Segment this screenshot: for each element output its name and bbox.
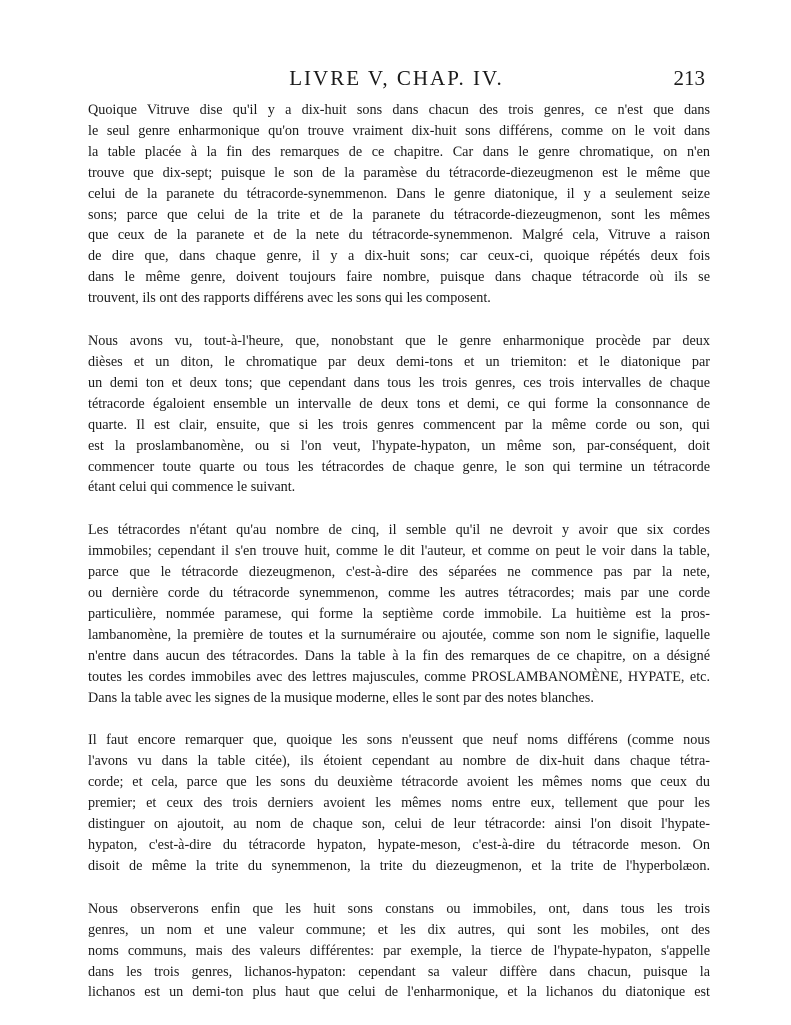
text-line: l'avons vu dans la table citée), ils étoient cependant au nombre de dix-huit dans chaque tétra- xyxy=(88,753,710,770)
paragraph xyxy=(88,730,710,876)
text-line: de dire que, dans chaque genre, il y a dix-huit sons; car ceux-ci, quoique répétés deux fois xyxy=(88,248,710,265)
text-line: particulière, nommée paramese, qui forme la septième corde immobile. La huitième est la pros- xyxy=(88,605,710,622)
text-line: commencer toute quarte ou tous les tétracordes de chaque genre, le son qui termine un tétracorde xyxy=(88,458,710,475)
paragraph xyxy=(88,520,710,708)
text-line: lichanos est un demi-ton plus haut que celui de l'enharmonique, et la lichanos du diatonique est xyxy=(88,984,710,1001)
text-line: disoit de même la trite du synemmenon, la trite du diezeugmenon, et la trite de l'hyperbolæon. xyxy=(88,857,710,874)
text-line: Nous observerons enfin que les huit sons constans ou immobiles, ont, dans tous les trois xyxy=(88,900,710,917)
text-line: étant celui qui commence le suivant. xyxy=(88,479,296,496)
body-text xyxy=(88,100,710,1025)
text-line: la table placée à la fin des remarques de ce chapitre. Car dans le genre chromatique, on n'en xyxy=(88,143,710,160)
paragraph xyxy=(88,899,710,1004)
text-line: un demi ton et deux tons; que cependant dans tous les trois genres, ces trois intervalles de chaque xyxy=(88,374,710,391)
text-line: Il faut encore remarquer que, quoique les sons n'eussent que neuf noms différens (comme nous xyxy=(88,732,710,749)
page-number: 213 xyxy=(673,66,705,90)
text-line: premier; et ceux des trois derniers avoient les mêmes noms entre eux, tellement que pour les xyxy=(88,795,710,812)
running-title: LIVRE V, CHAP. IV. xyxy=(289,66,504,90)
text-line: parce que le tétracorde diezeugmenon, c'est-à-dire des séparées ne commence pas par la nete, xyxy=(88,564,710,581)
text-line: corde; et cela, parce que les sons du deuxième tétracorde avoient les mêmes noms que ceux du xyxy=(88,774,710,791)
text-line: celui de la paranete du tétracorde-synemmenon. Dans le genre diatonique, il y a seulement seize xyxy=(88,185,710,202)
text-line: dièses et un diton, le chromatique par deux demi-tons et un triemiton: et le diatonique par xyxy=(88,353,710,370)
text-line: quarte. Il est clair, ensuite, que si les trois genres commencent par la même corde ou son, qui xyxy=(88,416,710,433)
paragraph xyxy=(88,100,710,309)
text-line: sons; parce que celui de la trite et de la paranete du tétracorde-diezeugmenon, sont les mêmes xyxy=(88,206,710,223)
text-line: dans le même genre, doivent toujours faire nombre, puisque dans chaque tétracorde où ils se xyxy=(88,269,710,286)
text-line: est la proslambanomène, ou si l'on veut, l'hypate-hypaton, un même son, par-conséquent, doit xyxy=(88,437,710,454)
text-line: Nous avons vu, tout-à-l'heure, que, nonobstant que le genre enharmonique procède par deux xyxy=(88,333,710,350)
text-line: Les tétracordes n'étant qu'au nombre de cinq, il semble qu'il ne devroit y avoir que six cordes xyxy=(88,522,710,539)
text-line: trouve que dix-sept; puisque le son de la paramèse du tétracorde-diezeugmenon est le même que xyxy=(88,164,710,181)
text-line: dans les trois genres, lichanos-hypaton: cependant sa valeur diffère dans chacun, puisque la xyxy=(88,963,710,980)
text-line: tétracorde égaloient ensemble un intervalle de deux tons et demi, ce qui forme la consonnance de xyxy=(88,395,710,412)
text-line: lambanomène, la première de toutes et la surnuméraire ou ajoutée, comme son nom le signifie, laquelle xyxy=(88,626,710,643)
text-line: toutes les cordes immobiles avec des lettres majuscules, comme PROSLAMBANOMÈNE, HYPATE, etc. xyxy=(88,668,710,685)
text-line: n'entre dans aucun des tétracordes. Dans la table à la fin des remarques de ce chapitre, on a désigné xyxy=(88,647,710,664)
text-line: genres, un nom et une valeur commune; et les dix autres, qui sont les mobiles, ont des xyxy=(88,921,710,938)
text-line: ou dernière corde du tétracorde synemmenon, comme les autres tétracordes; mais par une corde xyxy=(88,585,710,602)
text-line: le seul genre enharmonique qu'on trouve vraiment dix-huit sons différens, comme on le voit dans xyxy=(88,122,710,139)
text-line: Dans la table avec les signes de la musique moderne, elles le sont par des notes blanches. xyxy=(88,689,594,706)
text-line: noms communs, mais des valeurs différentes: par exemple, la tierce de l'hypate-hypaton, s'appelle xyxy=(88,942,710,959)
text-line: immobiles; cependant il s'en trouve huit, comme le dit l'auteur, et comme on peut le voir dans la table, xyxy=(88,543,710,560)
paragraph xyxy=(88,331,710,498)
text-line: Quoique Vitruve dise qu'il y a dix-huit sons dans chacun des trois genres, ce n'est que dans xyxy=(88,102,710,118)
text-line: hypaton, c'est-à-dire du tétracorde hypaton, hypate-meson, c'est-à-dire du tétracorde meson. On xyxy=(88,837,710,853)
page-header xyxy=(88,66,705,92)
text-line: distinguer on ajoutoit, au nom de chaque son, celui de leur tétracorde: ainsi l'on disoit l'hypate- xyxy=(88,816,710,833)
text-line: que ceux de la paranete et de la nete du tétracorde-synemmenon. Malgré cela, Vitruve a raison xyxy=(88,227,710,244)
text-line: trouvent, ils ont des rapports différens avec les sons qui les composent. xyxy=(88,290,491,307)
